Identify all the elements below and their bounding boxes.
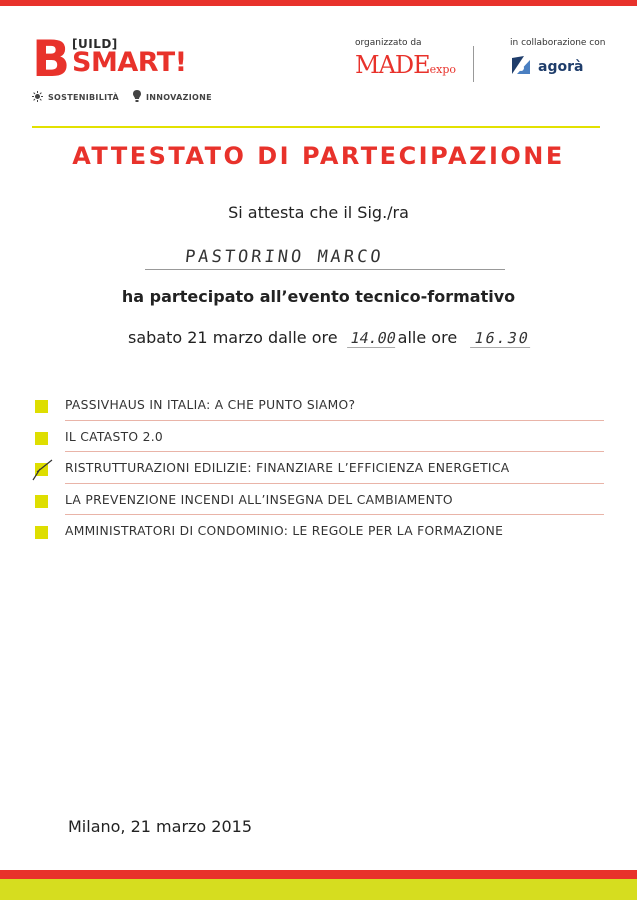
top-red-bar — [0, 0, 637, 6]
tag-sostenibilita: SOSTENIBILITÀ — [48, 92, 119, 102]
schedule-line — [128, 328, 532, 348]
logo-letter: B — [32, 30, 69, 88]
topic-item — [32, 455, 604, 487]
topic-label: PASSIVHAUS IN ITALIA: A CHE PUNTO SIAMO? — [65, 398, 356, 412]
topic-label: LA PREVENZIONE INCENDI ALL’INSEGNA DEL CAMBIAMENTO — [65, 492, 453, 507]
bottom-red-bar — [0, 870, 637, 879]
name-underline — [145, 269, 505, 270]
topic-label: RISTRUTTURAZIONI EDILIZIE: FINANZIARE L’EFFICIENZA ENERGETICA — [65, 461, 510, 475]
topic-item — [32, 518, 604, 550]
certificate-title: ATTESTATO DI PARTECIPAZIONE — [72, 142, 565, 170]
bullet-square — [35, 495, 48, 508]
agora-name: agorà — [538, 59, 584, 75]
logo-tags — [32, 90, 212, 104]
bullet-square — [35, 400, 48, 413]
place-date: Milano, 21 marzo 2015 — [68, 817, 253, 836]
bullet-square — [35, 432, 48, 445]
logo-brand: SMART! — [72, 47, 187, 78]
topic-label: AMMINISTRATORI DI CONDOMINIO: LE REGOLE PER LA FORMAZIONE — [65, 524, 504, 538]
topic-rule — [65, 514, 604, 515]
header-separator — [32, 126, 600, 128]
from-time: 14.00 — [348, 329, 398, 347]
header-divider — [473, 46, 474, 82]
collaboration-label: in collaborazione con — [510, 38, 606, 48]
build-smart-logo — [32, 30, 232, 114]
participation-text: ha partecipato all’evento tecnico-formativo — [121, 287, 516, 306]
topic-rule — [65, 483, 604, 484]
participant-name: PASTORINO MARCO — [183, 247, 385, 267]
sun-icon — [32, 91, 43, 104]
agora-icon — [510, 54, 532, 80]
topic-rule — [65, 451, 604, 452]
tag-innovazione: INNOVAZIONE — [146, 92, 212, 102]
topic-item — [32, 424, 604, 456]
topic-item — [32, 392, 604, 424]
topic-list — [32, 392, 604, 550]
organizer-label: organizzato da — [355, 38, 422, 48]
topic-label: IL CATASTO 2.0 — [65, 429, 164, 444]
logo-sub: [UILD] — [72, 37, 118, 51]
bulb-icon — [133, 90, 141, 104]
to-time: 16.30 — [470, 329, 534, 348]
bullet-square — [35, 526, 48, 539]
made-expo-logo: MADEexpo — [355, 51, 457, 79]
attests-text: Si attesta che il Sig./ra — [228, 203, 409, 222]
agora-logo — [510, 54, 620, 80]
organizer-block — [355, 38, 455, 83]
collaboration-block — [510, 38, 620, 80]
topic-rule — [65, 420, 604, 421]
mid-text: alle ore — [397, 328, 458, 347]
handwritten-check-icon — [32, 457, 54, 485]
bottom-yellow-bar — [0, 879, 637, 900]
date-prefix: sabato 21 marzo dalle ore — [128, 328, 338, 347]
topic-item — [32, 487, 604, 519]
